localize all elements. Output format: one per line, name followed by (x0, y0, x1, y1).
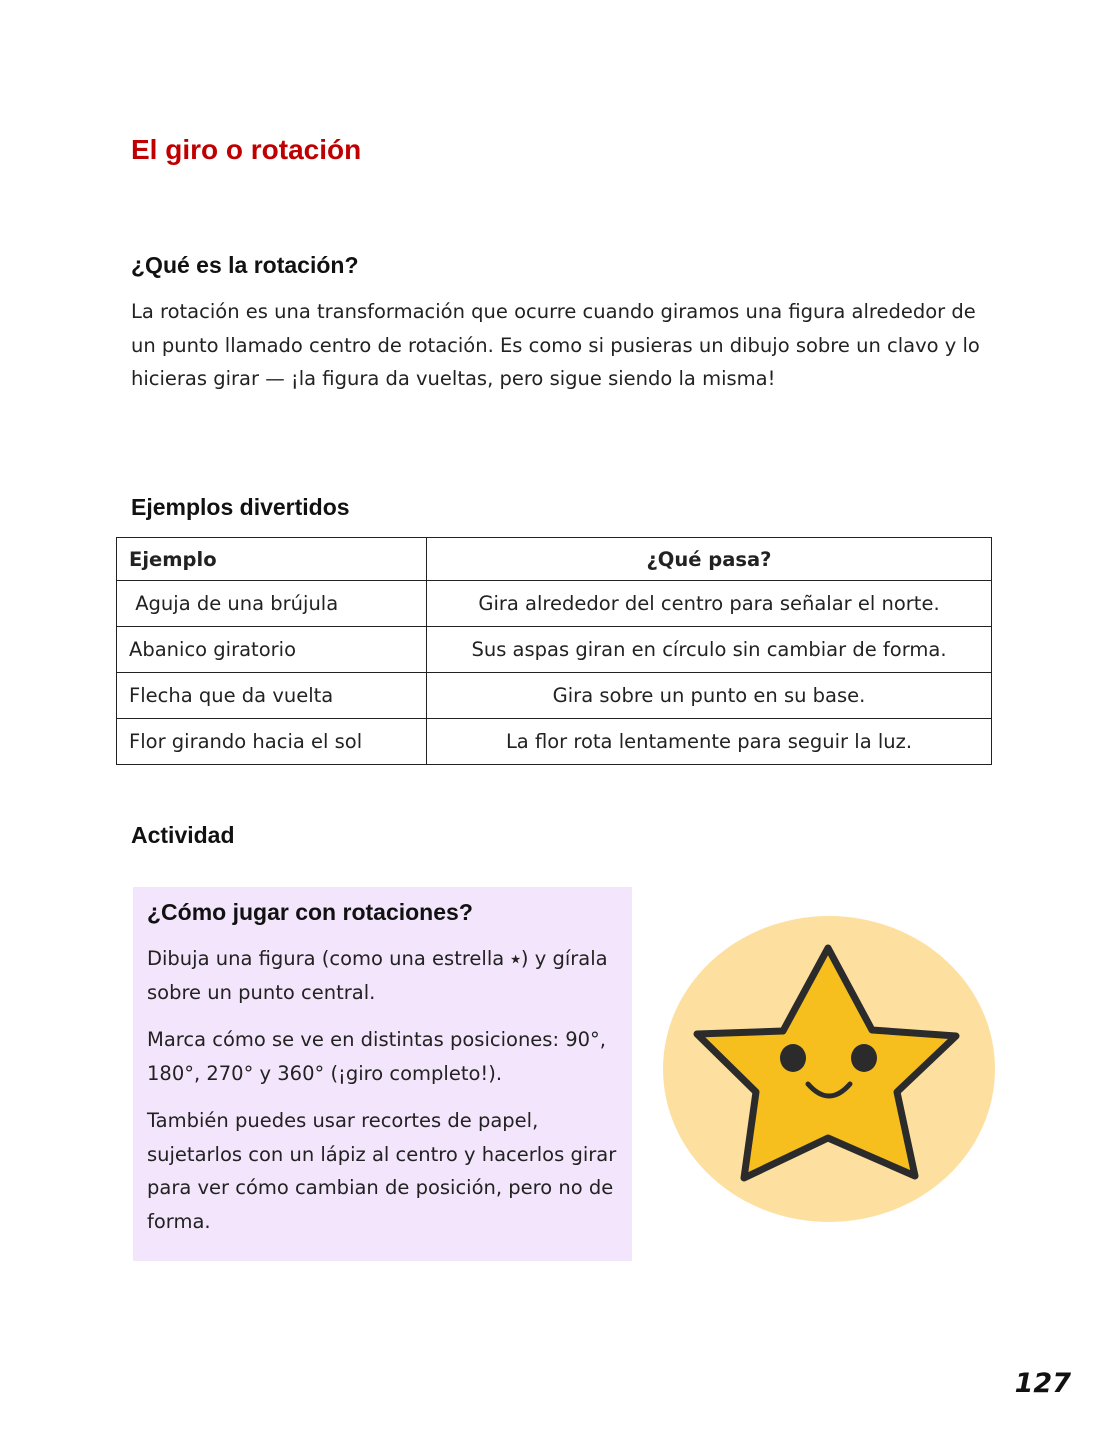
table-cell-example: Flor girando hacia el sol (117, 719, 427, 765)
activity-box (133, 887, 632, 1261)
page-title: El giro o rotación (131, 134, 362, 165)
column-header-example: Ejemplo (117, 538, 427, 581)
star-right-eye (851, 1044, 877, 1072)
activity-heading: Actividad (131, 822, 235, 848)
activity-box-title: ¿Cómo jugar con rotaciones? (147, 899, 473, 925)
table-cell-description: Sus aspas giran en círculo sin cambiar de forma. (427, 627, 992, 673)
table-header-row (117, 538, 992, 581)
table-row (117, 581, 992, 627)
star-left-eye (780, 1044, 806, 1072)
page-number: 127 (1014, 1368, 1071, 1399)
table-cell-description: Gira sobre un punto en su base. (427, 673, 992, 719)
table-cell-example: Flecha que da vuelta (117, 673, 427, 719)
table-cell-example: Abanico giratorio (117, 627, 427, 673)
table-row (117, 627, 992, 673)
table-row (117, 719, 992, 765)
table-cell-description: Gira alrededor del centro para señalar el norte. (427, 581, 992, 627)
activity-paragraph: Marca cómo se ve en distintas posiciones: 90°, 180°, 270° y 360° (¡giro completo!). (147, 1028, 606, 1085)
smiling-star-icon (660, 916, 998, 1226)
activity-paragraph: Dibuja una figura (como una estrella ⭑) y gírala sobre un punto central. (147, 947, 608, 1004)
examples-table (116, 537, 992, 765)
activity-paragraph: También puedes usar recortes de papel, sujetarlos con un lápiz al centro y hacerlos girar para ver cómo cambian de posición, pero no de forma. (147, 1109, 617, 1233)
intro-heading: ¿Qué es la rotación? (131, 252, 359, 278)
table-cell-description: La flor rota lentamente para seguir la luz. (427, 719, 992, 765)
table-cell-example: Aguja de una brújula (117, 581, 427, 627)
column-header-what-happens: ¿Qué pasa? (427, 538, 992, 581)
examples-heading: Ejemplos divertidos (131, 494, 350, 520)
intro-paragraph: La rotación es una transformación que ocurre cuando giramos una figura alrededor de un punto llamado centro de rotación. Es como si pusieras un dibujo sobre un clavo y lo hicieras girar — ¡la figura da vueltas, pero sigue siendo la misma! (131, 300, 980, 390)
table-row (117, 673, 992, 719)
